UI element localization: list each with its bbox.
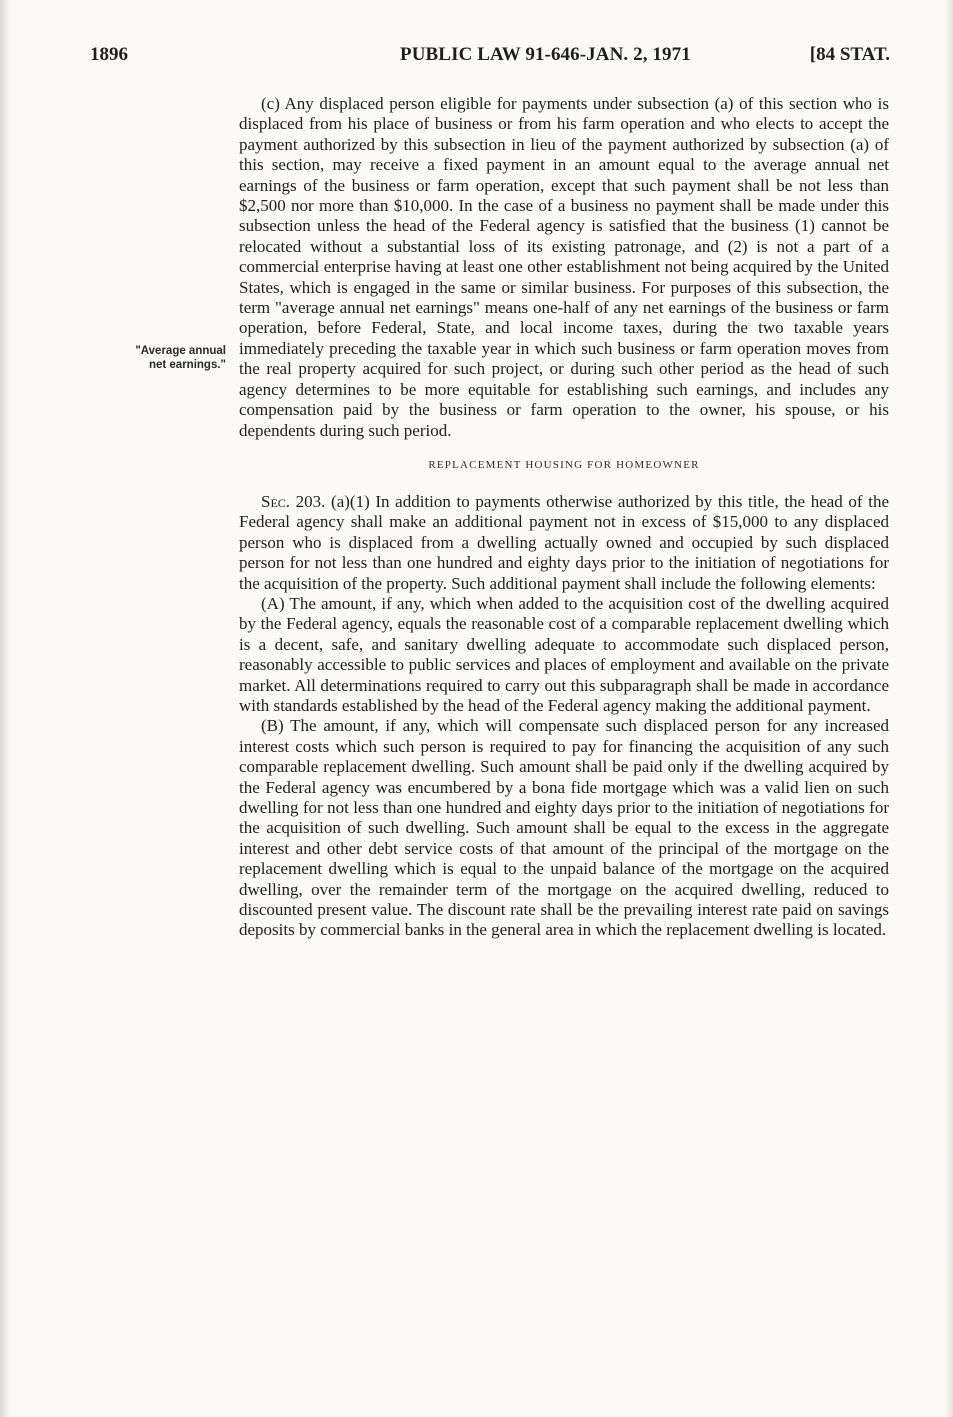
paragraph-subparagraph-b: (B) The amount, if any, which will compensate such displaced person for any increased interest costs which such person is required to pay for financing the acquisition of any such comparable replacement dwelling. Such amount shall be paid only if the dwelling acquired by the Federal agency was encumbered by a bona fide mortgage which was a valid lien on such dwelling for not less than one hundred and eighty days prior to the initiation of negotiations for the acquisition of such dwelling. Such amount shall be equal to the excess in the aggregate interest and other debt service costs of that amount of the principal of the mortgage on the replacement dwelling which is equal to the unpaid balance of the mortgage on the acquired dwelling, over the remainder term of the mortgage on the acquired dwelling, reduced to discounted present value. The discount rate shall be the prevailing interest rate paid on savings deposits by commercial banks in the general area in which the replacement dwelling is located. (239, 716, 889, 940)
margin-note-line: net earnings." (148, 359, 226, 371)
page-edge-shadow-right (945, 0, 953, 1417)
main-text-column (239, 94, 889, 941)
page-number: 1896 (90, 44, 128, 65)
running-title: PUBLIC LAW 91-646-JAN. 2, 1971 (400, 44, 691, 65)
page-edge-shadow (0, 0, 10, 1417)
section-heading: REPLACEMENT HOUSING FOR HOMEOWNER (428, 458, 700, 471)
paragraph-subparagraph-a: (A) The amount, if any, which when added to the acquisition cost of the dwelling acquired by the Federal agency, equals the reasonable cost of a comparable replacement dwelling which is a decent, safe, and sanitary dwelling adequate to accommodate such displaced person, reasonably accessible to public services and places of employment and available on the private market. All determinations required to carry out this subparagraph shall be made in accordance with standards established by the head of the Federal agency making the additional payment. (239, 593, 889, 715)
paragraph-subsection-c: (c) Any displaced person eligible for payments under subsection (a) of this section who is displaced from his place of business or from his farm operation and who elects to accept the payment authorized by this subsection in lieu of the payment authorized by subsection (a) of this section, may receive a fixed payment in an amount equal to the average annual net earnings of the business or farm operation, except that such payment shall be not less than $2,500 nor more than $10,000. In the case of a business no payment shall be made under this subsection unless the head of the Federal agency is satisfied that the business (1) cannot be relocated without a substantial loss of its existing patronage, and (2) is not a part of a commercial enterprise having at least one other establishment not being acquired by the United States, which is engaged in the same or similar business. For purposes of this subsection, the term "average annual net earnings" means one-half of any net earnings of the business or farm operation, before Federal, State, and local income taxes, during the two taxable years immediately preceding the taxable year in which such business or farm operation moves from the real property acquired for such project, or during such other period as the head of such agency determines to be more equitable for establishing such earnings, and includes any compensation paid by the business or farm operation to the owner, his spouse, or his dependents during such period. (239, 94, 889, 440)
margin-note (86, 344, 226, 372)
page-header (90, 44, 890, 70)
paragraph-section-203 (239, 492, 889, 594)
section-label: Sec. 203. (261, 491, 326, 511)
statute-volume-reference: [84 STAT. (809, 44, 890, 65)
section-203-text: (a)(1) In addition to payments otherwise authorized by this title, the head of the Federal agency shall make an additional payment not in excess of $15,000 to any displaced person who is displaced from a dwelling actually owned and occupied by such displaced person for not less than one hundred and eighty days prior to the initiation of negotiations for the acquisition of the property. Such additional payment shall include the following elements: (239, 491, 889, 593)
margin-note-line: "Average annual (135, 345, 226, 357)
